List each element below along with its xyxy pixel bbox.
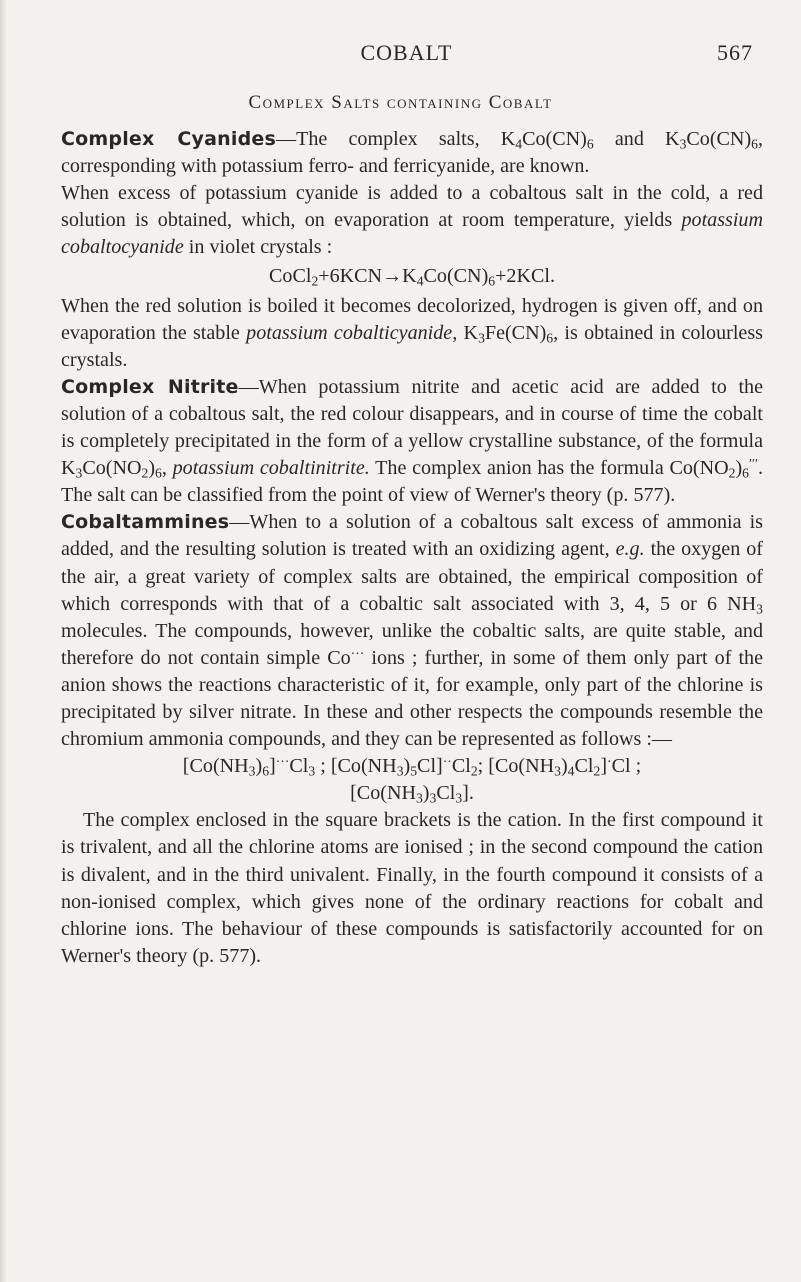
text-run: When the red solution is boiled it becomes decolorized, hydrogen is given off, and on evaporation the stable: [61, 294, 763, 344]
formula-part: 2: [311, 273, 319, 289]
text-run: , corresponding with potassium ferro- and ferricyanide, are known.: [61, 128, 763, 178]
run-in-heading-ammines: Cobaltammines: [61, 511, 230, 534]
formula-part: K: [665, 128, 680, 150]
paragraph-cobalticyanide: [61, 293, 763, 374]
formula-k3fe: [464, 322, 554, 344]
formula-part: ··: [442, 754, 452, 770]
formula-part: ): [735, 457, 743, 480]
text-run: —The complex salts,: [276, 128, 501, 150]
formula-part: Co(CN): [423, 265, 489, 288]
formula-part: 3: [554, 763, 561, 779]
term-cobalticyanide: potassium cobalticyanide,: [246, 321, 458, 344]
run-in-heading-cyanides: Complex Cyanides: [61, 128, 276, 150]
text-run: When excess of potassium cyanide is added to a cobaltous salt in the cold, a red solution is obtained, which, on evaporation at room temperature, yields: [61, 182, 763, 232]
formula-part: +2KCl.: [495, 265, 555, 288]
text-run: . The salt can be classified from the point of view of Werner's theory (p. 577).: [61, 457, 763, 507]
formula-k4co: [501, 128, 594, 150]
formula-part: +6KCN→K: [318, 265, 417, 288]
text-run: ions ; further, in some of them only part of the anion shows the reactions characteristic of it, for example, only part of the chlorine is precipitated by silver nitrate. In these and other respects the compounds resemble the chromium ammonia compounds, and they can be represented as follows :—: [61, 646, 763, 751]
formula-part: Fe(CN): [484, 321, 547, 344]
text-run: , is obtained in colourless crystals.: [61, 321, 763, 371]
formula-part: 3: [756, 601, 763, 616]
formula-part: 6: [488, 273, 496, 289]
paragraph-complex-cyanides: [61, 126, 763, 180]
text-run: in violet crystals :: [183, 236, 333, 259]
formula-part: ·: [607, 754, 612, 770]
text-run: —When potassium nitrite and acetic acid are added to the solution of a cobaltous salt, the red colour disappears, and in course of time the cobalt is completely precipitated in the form of a yellow crystalline substance, of the formula: [61, 375, 763, 453]
formula-part: Cl ;: [611, 755, 642, 778]
text-run: The complex anion has the formula: [369, 457, 670, 480]
formula-part: ): [255, 755, 263, 778]
ammine-formulas-line-1: [61, 753, 763, 780]
formula-part: 6: [155, 465, 162, 481]
formula-part: 4: [515, 136, 523, 152]
formula-part: Cl: [451, 755, 471, 778]
formula-part: [Co(NH: [350, 782, 416, 805]
formula-part: 2: [593, 763, 601, 779]
formula-part: Cl: [436, 782, 456, 805]
formula-nh3: [727, 593, 763, 615]
formula-part: 6: [262, 763, 270, 779]
term-cobaltinitrite: potassium cobaltinitrite.: [172, 457, 370, 480]
formula-part: K: [463, 321, 479, 344]
formula-part: 3: [248, 763, 256, 779]
formula-part: Co(NO: [669, 457, 729, 480]
formula-part: 6: [586, 136, 594, 152]
formula-k3nitrite: [61, 457, 167, 479]
formula-part: ,: [161, 457, 167, 480]
formula-part: Co(NO: [82, 457, 142, 480]
formula-part: 3: [455, 790, 463, 806]
formula-part: 3: [415, 790, 423, 806]
formula-part: ···: [275, 754, 290, 770]
body-text: [61, 126, 763, 970]
formula-part: K: [500, 128, 516, 150]
formula-anion: [669, 457, 758, 479]
formula-part: [Co(NH: [182, 755, 249, 778]
formula-part: ′′′: [748, 455, 758, 471]
formula-part: 3: [308, 763, 316, 779]
ammine-formulas-line-2: [61, 780, 763, 807]
formula-part: Cl: [574, 755, 594, 778]
formula-part: 2: [141, 465, 149, 481]
formula-part: 2: [728, 465, 736, 481]
formula-part: 3: [478, 330, 485, 346]
formula-part: Cl]: [417, 755, 443, 778]
formula-part: 3: [429, 790, 437, 806]
formula-part: 3: [396, 763, 404, 779]
run-in-heading-nitrite: Complex Nitrite: [61, 375, 239, 398]
text-run: the oxygen of the air, a great variety of complex salts are obtained, the empirical composition of which corresponds with that of a cobaltic salt associated with 3, 4, 5 or 6: [61, 538, 763, 615]
text-run: and: [593, 128, 644, 150]
formula-part: 2: [470, 763, 478, 779]
formula-part: 4: [416, 273, 424, 289]
formula-part: NH: [727, 592, 757, 615]
formula-part: Co(CN): [686, 128, 752, 150]
text-run: molecules. The compounds, however, unlike the cobaltic salts, are quite stable, and therefore do not contain simple Co: [61, 619, 763, 669]
formula-k3co: [665, 128, 758, 150]
formula-part: ): [403, 755, 411, 778]
formula-part: CoCl: [269, 265, 312, 288]
formula-part: ; [Co(NH: [315, 755, 397, 778]
page-number: 567: [717, 40, 753, 65]
running-title: COBALT: [360, 40, 453, 65]
paragraph-cobaltammines: [61, 509, 763, 753]
text-run: —When to a solution of a cobaltous salt excess of ammonia is added, and the resulting solution is treated with an oxidizing agent,: [61, 511, 763, 561]
term-cobaltocyanide: potassium cobaltocyanide: [61, 209, 763, 259]
equation-cobaltocyanide: [61, 263, 763, 290]
formula-part: ): [560, 755, 568, 778]
formula-part: K: [61, 457, 76, 480]
formula-part: ]: [600, 755, 608, 778]
page-edge-shadow: [0, 0, 7, 1282]
formula-part: 6: [751, 136, 758, 152]
formula-part: ].: [462, 782, 474, 805]
formula-part: 3: [75, 465, 83, 481]
formula-part: ): [148, 457, 156, 480]
paragraph-closing: The complex enclosed in the square brackets is the cation. In the first compound it is trivalent, and all the chlorine atoms are ionised ; in the second compound the cation is divalent, and in the third univalent. Finally, in the fourth compound it consists of a non-ionised complex, which gives none of the ordinary reactions for cobalt and chlorine ions. The behaviour of these compounds is satisfactorily accounted for on Werner's theory (p. 577).: [61, 809, 763, 967]
formula-part: Co(CN): [522, 128, 587, 150]
section-title: Complex Salts containing Cobalt: [248, 92, 553, 113]
running-head: [60, 40, 753, 70]
formula-part: 6: [742, 465, 749, 481]
formula-part: ]: [269, 755, 276, 778]
formula-part: 5: [410, 763, 418, 779]
formula-part: 3: [679, 136, 687, 152]
paragraph-complex-nitrite: [61, 374, 763, 509]
formula-part: ; [Co(NH: [477, 755, 555, 778]
formula-part: Cl: [289, 755, 309, 778]
formula-part: 6: [546, 330, 554, 346]
formula-part: 4: [567, 763, 575, 779]
formula-part: ): [422, 782, 430, 805]
paragraph-cobaltocyanide: [61, 180, 763, 261]
cobalt-charge: ···: [350, 645, 365, 661]
abbrev-eg: e.g.: [615, 538, 645, 561]
